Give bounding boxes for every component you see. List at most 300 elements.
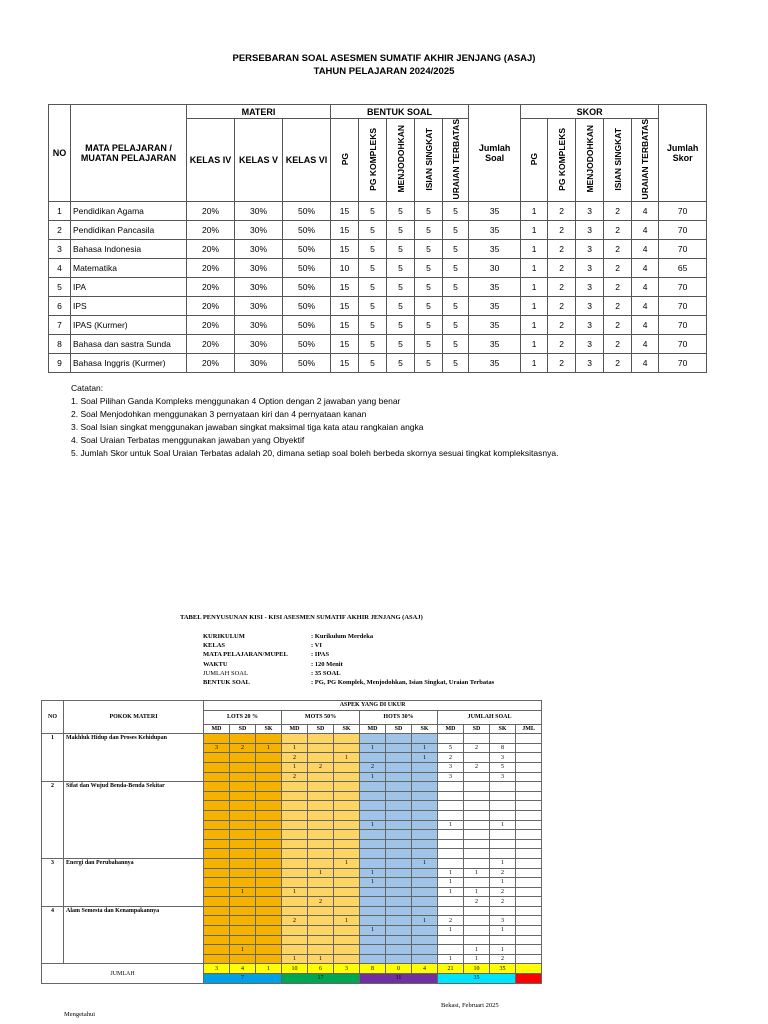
header-kelas-v: KELAS V: [235, 119, 283, 202]
cell-s_pg: 1: [521, 202, 548, 221]
kisi-cell: [256, 839, 282, 849]
kisi-cell: [464, 926, 490, 936]
cell-s_pgk: 2: [548, 259, 576, 278]
kisi-cell: [334, 897, 360, 907]
kisi-cell: [334, 801, 360, 811]
kisi-cell: [204, 954, 230, 964]
cell-js: 30: [469, 259, 521, 278]
kisi-cell: [360, 858, 386, 868]
cell-k6: 50%: [283, 221, 331, 240]
kisi-cell: 1: [438, 954, 464, 964]
cell-mj: 5: [387, 354, 415, 373]
kisi-cell: [412, 820, 438, 830]
cell-s_ut: 4: [632, 221, 659, 240]
kisi-cell: [386, 810, 412, 820]
kisi-cell: [282, 801, 308, 811]
cell-jsk: 70: [659, 221, 707, 240]
cell-s_pgk: 2: [548, 335, 576, 354]
cell-s_pg: 1: [521, 297, 548, 316]
topic-number: 4: [42, 906, 64, 964]
kisi-cell: [282, 906, 308, 916]
cell-mj: 5: [387, 316, 415, 335]
kisi-cell: [256, 858, 282, 868]
note-item: 4. Soal Uraian Terbatas menggunakan jawaban yang Obyektif: [71, 435, 305, 445]
subject-name: IPS: [71, 297, 187, 316]
kisi-cell: [256, 878, 282, 888]
cell-k6: 50%: [283, 259, 331, 278]
header-jumlah-skor: Jumlah Skor: [659, 105, 707, 202]
kisi-cell: [386, 945, 412, 955]
kisi-header-sk: SK: [412, 724, 438, 734]
table-row: [49, 221, 707, 240]
kisi-cell: [386, 868, 412, 878]
kisi-cell: 1: [282, 762, 308, 772]
kisi-cell: [230, 734, 256, 744]
cell-is: 5: [415, 221, 443, 240]
kisi-cell: [386, 935, 412, 945]
table-row: [49, 202, 707, 221]
kisi-cell: [230, 906, 256, 916]
kisi-cell: [386, 839, 412, 849]
kisi-cell: [360, 830, 386, 840]
cell-pg: 15: [331, 297, 359, 316]
kisi-cell: [256, 897, 282, 907]
kisi-cell: [464, 935, 490, 945]
kisi-cell: [308, 849, 334, 859]
kisi-cell: [230, 858, 256, 868]
kisi-cell: [308, 810, 334, 820]
cell-ut: 5: [443, 202, 469, 221]
cell-jsk: 70: [659, 240, 707, 259]
header-skor: SKOR: [521, 105, 659, 119]
kisi-cell: [204, 868, 230, 878]
header-kelas-iv: KELAS IV: [187, 119, 235, 202]
cell-k6: 50%: [283, 240, 331, 259]
cell-s_is: 2: [604, 278, 632, 297]
kisi-cell: [256, 916, 282, 926]
kisi-cell: [412, 839, 438, 849]
cell-is: 5: [415, 202, 443, 221]
kisi-cell: [204, 897, 230, 907]
kisi-cell: [438, 849, 464, 859]
kisi-cell: [204, 762, 230, 772]
cell-ut: 5: [443, 297, 469, 316]
kisi-cell: [334, 734, 360, 744]
kisi-cell: [360, 839, 386, 849]
kisi-cell: 1: [412, 753, 438, 763]
cell-pgk: 5: [359, 240, 387, 259]
kisi-cell: [282, 926, 308, 936]
cell-k5: 30%: [235, 240, 283, 259]
kisi-cell: [230, 897, 256, 907]
kisi-cell: 5: [438, 743, 464, 753]
cell-js: 35: [469, 335, 521, 354]
header-skor-pg: PG: [521, 119, 548, 202]
header-skor-uraian-terbatas: URAIAN TERBATAS: [632, 119, 659, 202]
meta-row: WAKTU : 120 Menit: [203, 660, 343, 668]
kisi-cell: [204, 734, 230, 744]
kisi-cell: 1: [256, 743, 282, 753]
cell-jsk: 70: [659, 297, 707, 316]
total-cell: 10: [282, 964, 308, 974]
kisi-cell: [230, 878, 256, 888]
kisi-cell: 1: [438, 868, 464, 878]
cell-mj: 5: [387, 297, 415, 316]
kisi-cell: [230, 782, 256, 792]
kisi-cell: [464, 734, 490, 744]
cell-no: 3: [49, 240, 71, 259]
kisi-cell: [308, 858, 334, 868]
kisi-cell: 1: [308, 954, 334, 964]
kisi-cell: [282, 858, 308, 868]
kisi-cell: [438, 830, 464, 840]
kisi-cell: [282, 945, 308, 955]
kisi-cell: [360, 897, 386, 907]
title-line-2: TAHUN PELAJARAN 2024/2025: [313, 66, 455, 77]
kisi-cell: 2: [438, 753, 464, 763]
kisi-cell: [412, 801, 438, 811]
total-cell: 1: [256, 964, 282, 974]
kisi-header-md: MD: [204, 724, 230, 734]
kisi-cell: [490, 839, 516, 849]
kisi-cell: 2: [490, 897, 516, 907]
kisi-cell: [464, 878, 490, 888]
cell-s_mj: 3: [576, 297, 604, 316]
table-row: [42, 734, 542, 744]
subtotal-hots: 11: [360, 974, 438, 984]
cell-pgk: 5: [359, 297, 387, 316]
kisi-cell: [230, 820, 256, 830]
cell-pgk: 5: [359, 335, 387, 354]
kisi-cell: [308, 935, 334, 945]
kisi-cell: [230, 954, 256, 964]
cell-s_is: 2: [604, 354, 632, 373]
meta-row: KELAS : VI: [203, 642, 322, 650]
header-materi: MATERI: [187, 105, 331, 119]
kisi-cell: [204, 945, 230, 955]
kisi-cell: [334, 772, 360, 782]
kisi-cell: [412, 830, 438, 840]
kisi-cell: [256, 791, 282, 801]
cell-mj: 5: [387, 335, 415, 354]
kisi-cell: [412, 762, 438, 772]
note-item: 2. Soal Menjodohkan menggunakan 3 pernyataan kiri dan 4 pernyataan kanan: [71, 409, 367, 419]
cell-s_pg: 1: [521, 354, 548, 373]
kisi-cell: [464, 858, 490, 868]
kisi-cell: [204, 916, 230, 926]
kisi-cell: [230, 791, 256, 801]
kisi-cell: [256, 926, 282, 936]
kisi-header-mots: MOTS 50%: [282, 710, 360, 724]
kisi-cell: [464, 839, 490, 849]
kisi-cell: 1: [490, 945, 516, 955]
kisi-cell: 1: [412, 858, 438, 868]
kisi-cell: [412, 897, 438, 907]
kisi-cell: [204, 830, 230, 840]
kisi-cell: [516, 782, 542, 792]
kisi-cell: [334, 791, 360, 801]
kisi-cell: [386, 849, 412, 859]
subject-name: Bahasa dan sastra Sunda: [71, 335, 187, 354]
kisi-cell: [204, 772, 230, 782]
kisi-cell: [490, 849, 516, 859]
total-cell: 4: [230, 964, 256, 974]
subject-name: Bahasa Inggris (Kurmer): [71, 354, 187, 373]
kisi-cell: [256, 887, 282, 897]
kisi-cell: [516, 762, 542, 772]
subject-name: IPAS (Kurmer): [71, 316, 187, 335]
cell-is: 5: [415, 259, 443, 278]
cell-k5: 30%: [235, 221, 283, 240]
meta-row: MATA PELAJARAN/MUPEL : IPAS: [203, 651, 330, 659]
kisi-cell: [516, 954, 542, 964]
cell-s_pgk: 2: [548, 240, 576, 259]
cell-s_pgk: 2: [548, 354, 576, 373]
kisi-cell: [360, 916, 386, 926]
cell-s_is: 2: [604, 316, 632, 335]
kisi-cell: [230, 762, 256, 772]
cell-is: 5: [415, 335, 443, 354]
subject-name: Pendidikan Pancasila: [71, 221, 187, 240]
kisi-cell: [516, 734, 542, 744]
kisi-cell: 5: [490, 762, 516, 772]
kisi-cell: [360, 945, 386, 955]
kisi-cell: [490, 906, 516, 916]
cell-is: 5: [415, 316, 443, 335]
kisi-cell: [386, 916, 412, 926]
cell-pgk: 5: [359, 202, 387, 221]
kisi-cell: [438, 801, 464, 811]
cell-s_pgk: 2: [548, 316, 576, 335]
kisi-cell: [516, 858, 542, 868]
kisi-title: TABEL PENYUSUNAN KISI - KISI ASESMEN SUMATIF AKHIR JENJANG (ASAJ): [180, 614, 423, 621]
subtotal-mots: 17: [282, 974, 360, 984]
cell-k5: 30%: [235, 297, 283, 316]
kisi-cell: [256, 820, 282, 830]
kisi-cell: [204, 906, 230, 916]
kisi-cell: 1: [412, 916, 438, 926]
kisi-cell: 2: [490, 954, 516, 964]
kisi-cell: [230, 839, 256, 849]
kisi-cell: [256, 868, 282, 878]
totals-row: [42, 964, 542, 974]
kisi-cell: [256, 762, 282, 772]
kisi-cell: [464, 801, 490, 811]
subject-name: IPA: [71, 278, 187, 297]
header-skor-isian-singkat: ISIAN SINGKAT: [604, 119, 632, 202]
kisi-cell: [334, 810, 360, 820]
kisi-cell: [334, 849, 360, 859]
cell-pgk: 5: [359, 259, 387, 278]
cell-jsk: 70: [659, 335, 707, 354]
cell-s_mj: 3: [576, 240, 604, 259]
note-item: 3. Soal Isian singkat menggunakan jawaban singkat maksimal tiga kata atau rangkaian angka: [71, 422, 424, 432]
kisi-cell: [282, 820, 308, 830]
cell-k4: 20%: [187, 240, 235, 259]
kisi-cell: 2: [282, 772, 308, 782]
kisi-cell: [334, 935, 360, 945]
kisi-cell: 2: [438, 916, 464, 926]
cell-s_mj: 3: [576, 316, 604, 335]
topic-name: Sifat dan Wujud Benda-Benda Sekitar: [64, 782, 204, 859]
total-cell: 8: [360, 964, 386, 974]
kisi-cell: [360, 887, 386, 897]
total-cell: 35: [490, 964, 516, 974]
cell-jsk: 70: [659, 316, 707, 335]
kisi-cell: [490, 935, 516, 945]
topic-number: 1: [42, 734, 64, 782]
kisi-cell: [464, 782, 490, 792]
kisi-cell: [516, 772, 542, 782]
kisi-cell: [412, 954, 438, 964]
kisi-cell: [204, 810, 230, 820]
kisi-cell: 1: [412, 743, 438, 753]
header-skor-menjodohkan: MENJODOHKAN: [576, 119, 604, 202]
kisi-cell: 1: [438, 878, 464, 888]
kisi-header-md: MD: [282, 724, 308, 734]
kisi-cell: 1: [360, 772, 386, 782]
cell-is: 5: [415, 278, 443, 297]
cell-k6: 50%: [283, 354, 331, 373]
subject-name: Bahasa Indonesia: [71, 240, 187, 259]
topic-name: Makhluk Hidup dan Proses Kehidupan: [64, 734, 204, 782]
cell-pgk: 5: [359, 221, 387, 240]
kisi-cell: [464, 791, 490, 801]
cell-s_pgk: 2: [548, 278, 576, 297]
cell-s_mj: 3: [576, 202, 604, 221]
cell-no: 8: [49, 335, 71, 354]
kisi-cell: [256, 935, 282, 945]
kisi-cell: [412, 810, 438, 820]
table-row: [49, 259, 707, 278]
kisi-cell: [308, 791, 334, 801]
kisi-cell: [308, 734, 334, 744]
cell-ut: 5: [443, 335, 469, 354]
cell-js: 35: [469, 278, 521, 297]
kisi-cell: [412, 791, 438, 801]
cell-k6: 50%: [283, 316, 331, 335]
kisi-cell: 1: [360, 868, 386, 878]
kisi-cell: [412, 926, 438, 936]
header-kelas-vi: KELAS VI: [283, 119, 331, 202]
kisi-cell: 2: [464, 897, 490, 907]
kisi-cell: [230, 772, 256, 782]
cell-k4: 20%: [187, 316, 235, 335]
cell-s_ut: 4: [632, 335, 659, 354]
cell-s_pgk: 2: [548, 297, 576, 316]
cell-s_mj: 3: [576, 335, 604, 354]
cell-js: 35: [469, 316, 521, 335]
kisi-cell: [516, 868, 542, 878]
signature-date: Bekasi, Februari 2025: [441, 1002, 499, 1009]
cell-k5: 30%: [235, 316, 283, 335]
kisi-cell: [230, 868, 256, 878]
kisi-cell: 2: [282, 916, 308, 926]
total-cell: 0: [386, 964, 412, 974]
kisi-cell: 1: [464, 887, 490, 897]
kisi-cell: [204, 935, 230, 945]
cell-pg: 15: [331, 354, 359, 373]
cell-s_is: 2: [604, 221, 632, 240]
kisi-cell: [490, 801, 516, 811]
kisi-cell: [256, 734, 282, 744]
table-row: [49, 297, 707, 316]
cell-s_ut: 4: [632, 297, 659, 316]
kisi-cell: [516, 897, 542, 907]
kisi-header-md: MD: [360, 724, 386, 734]
kisi-cell: [438, 839, 464, 849]
kisi-cell: [386, 734, 412, 744]
kisi-cell: 1: [282, 743, 308, 753]
kisi-cell: [464, 753, 490, 763]
kisi-cell: [308, 906, 334, 916]
header-pg: PG: [331, 119, 359, 202]
kisi-cell: [230, 926, 256, 936]
topic-number: 2: [42, 782, 64, 859]
kisi-cell: 1: [230, 887, 256, 897]
kisi-cell: [230, 810, 256, 820]
kisi-cell: [516, 801, 542, 811]
cell-pgk: 5: [359, 316, 387, 335]
topic-name: Energi dan Perubahannya: [64, 858, 204, 906]
kisi-cell: [308, 878, 334, 888]
subtotal-red-cell: [516, 974, 542, 984]
kisi-header-sk: SK: [334, 724, 360, 734]
table-row: [49, 278, 707, 297]
kisi-cell: [412, 868, 438, 878]
kisi-cell: 1: [464, 954, 490, 964]
kisi-cell: 1: [230, 945, 256, 955]
cell-ut: 5: [443, 354, 469, 373]
header-skor-pg-kompleks: PG KOMPLEKS: [548, 119, 576, 202]
cell-s_ut: 4: [632, 354, 659, 373]
cell-no: 6: [49, 297, 71, 316]
kisi-cell: [282, 878, 308, 888]
table-row: [49, 316, 707, 335]
cell-jsk: 70: [659, 354, 707, 373]
kisi-cell: [438, 810, 464, 820]
cell-jsk: 65: [659, 259, 707, 278]
kisi-cell: [334, 906, 360, 916]
cell-pg: 15: [331, 240, 359, 259]
cell-no: 2: [49, 221, 71, 240]
kisi-cell: [412, 945, 438, 955]
kisi-cell: [204, 782, 230, 792]
header-jumlah-soal: Jumlah Soal: [469, 105, 521, 202]
cell-s_mj: 3: [576, 354, 604, 373]
cell-pg: 15: [331, 335, 359, 354]
kisi-cell: [204, 878, 230, 888]
kisi-cell: [282, 734, 308, 744]
kisi-cell: [308, 830, 334, 840]
kisi-cell: [282, 810, 308, 820]
kisi-cell: 2: [282, 753, 308, 763]
kisi-cell: 3: [490, 916, 516, 926]
kisi-cell: [282, 791, 308, 801]
meta-row: BENTUK SOAL : PG, PG Komplek, Menjodohkan, Isian Singkat, Uraian Terbatas: [203, 679, 495, 687]
cell-k4: 20%: [187, 259, 235, 278]
cell-no: 9: [49, 354, 71, 373]
kisi-cell: [386, 887, 412, 897]
kisi-cell: [516, 916, 542, 926]
kisi-cell: [360, 849, 386, 859]
kisi-cell: [230, 916, 256, 926]
cell-mj: 5: [387, 240, 415, 259]
kisi-cell: [308, 945, 334, 955]
kisi-cell: [282, 849, 308, 859]
kisi-cell: [386, 906, 412, 916]
kisi-cell: [516, 849, 542, 859]
